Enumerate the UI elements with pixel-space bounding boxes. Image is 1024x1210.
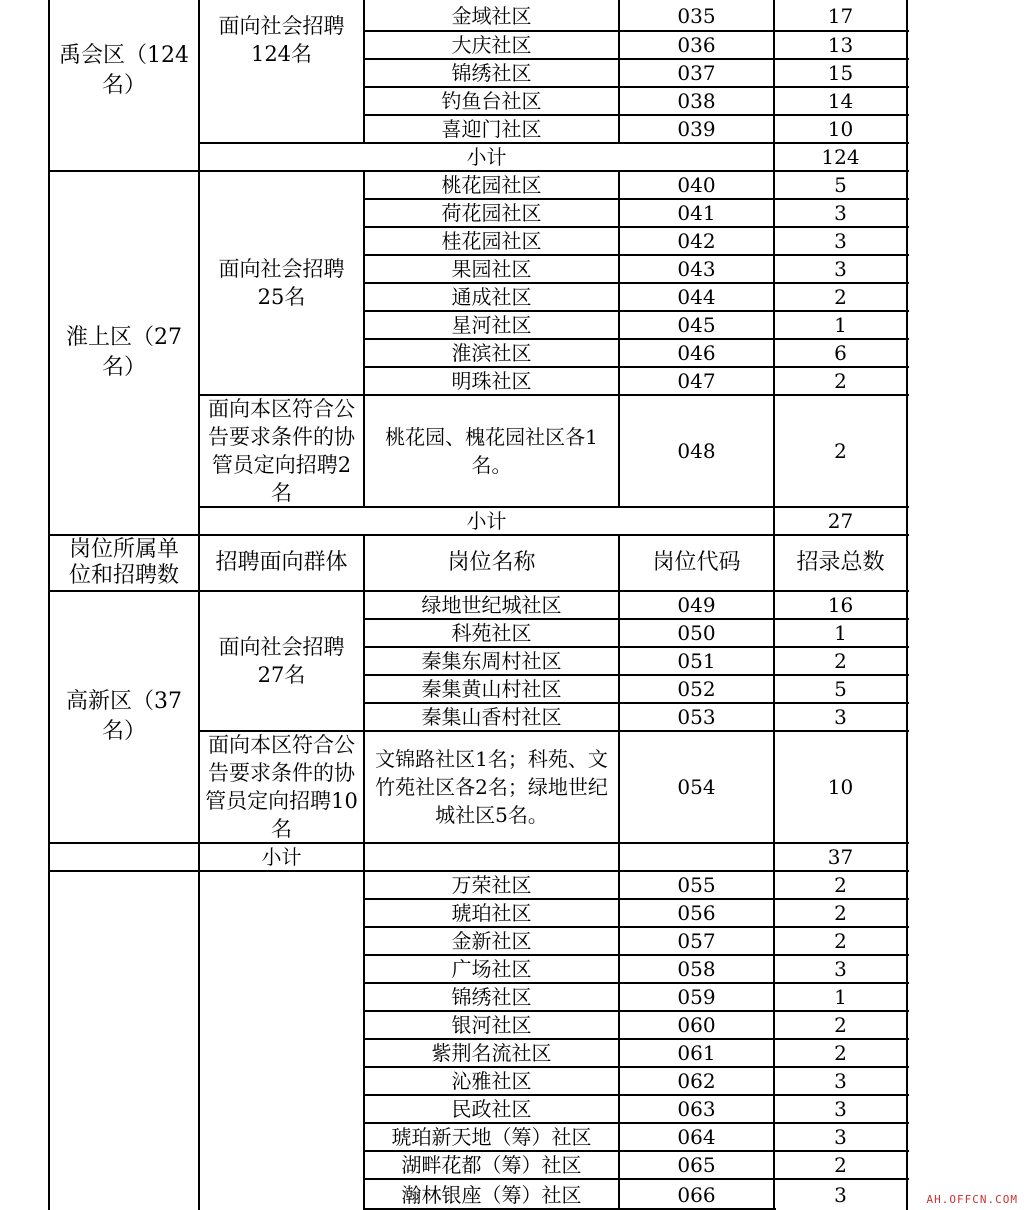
- grid-line: [773, 0, 775, 1210]
- grid-line: [48, 0, 50, 1210]
- subtotal-label: 小计: [261, 845, 302, 869]
- post-code-cell: [619, 843, 774, 871]
- grid-line: [364, 926, 909, 928]
- post-code-cell: 060: [677, 1013, 716, 1037]
- post-code-cell: 048: [677, 439, 716, 463]
- grid-line: [199, 142, 909, 144]
- grid-line: [364, 226, 909, 228]
- recruit-count-cell: 2: [834, 873, 847, 897]
- group-yuhui-social: 面向社会招聘124名: [218, 13, 345, 66]
- community-name-cell: 秦集山香村社区: [421, 705, 562, 729]
- group-huaishang-social: 面向社会招聘25名: [218, 257, 345, 309]
- grid-line: [49, 590, 909, 592]
- recruit-count-cell: 10: [827, 775, 854, 799]
- site-watermark: AH.OFFCN.COM: [926, 1193, 1018, 1206]
- group-gaoxin-social: 面向社会招聘27名: [218, 635, 345, 687]
- post-code-cell: 041: [677, 201, 716, 225]
- post-code-cell: 040: [677, 173, 716, 197]
- post-code-cell: 036: [677, 33, 716, 57]
- subtotal-label: 小计: [466, 509, 507, 533]
- community-name-cell: 荷花园社区: [441, 201, 542, 225]
- grid-line: [364, 674, 909, 676]
- grid-line: [364, 1094, 909, 1096]
- grid-line: [364, 114, 909, 116]
- recruit-count-cell: 17: [827, 3, 854, 28]
- grid-line: [363, 871, 365, 1210]
- community-name-cell: 桃花园社区: [441, 173, 542, 197]
- post-code-cell: 057: [677, 929, 716, 953]
- post-code-cell: 056: [677, 901, 716, 925]
- recruit-count-cell: 2: [834, 1153, 847, 1177]
- header-post-name: 岗位名称: [447, 550, 536, 575]
- grid-line: [364, 86, 909, 88]
- community-name-cell: 桂花园社区: [441, 229, 542, 253]
- header-post-code: 岗位代码: [652, 550, 741, 575]
- grid-line: [198, 0, 200, 1210]
- community-name-cell: 锦绣社区: [451, 985, 532, 1009]
- recruit-count-cell: 2: [834, 1013, 847, 1037]
- grid-line: [364, 898, 909, 900]
- post-code-cell: 038: [677, 89, 716, 113]
- community-name-cell: 明珠社区: [451, 369, 532, 393]
- community-name-cell: 科苑社区: [451, 621, 532, 645]
- grid-line: [364, 282, 909, 284]
- community-name-cell: 银河社区: [451, 1013, 532, 1037]
- recruit-count-cell: 3: [834, 201, 847, 225]
- grid-line: [363, 0, 365, 143]
- grid-line: [199, 730, 909, 732]
- header-group: 招聘面向群体: [215, 550, 348, 575]
- post-code-cell: 042: [677, 229, 716, 253]
- community-name-cell: 金域社区: [451, 3, 532, 28]
- unit-yuhui: 禹会区（124名）: [59, 42, 189, 98]
- grid-line: [364, 618, 909, 620]
- header-unit: 岗位所属单位和招聘数: [68, 537, 179, 588]
- community-name-cell: 钓鱼台社区: [441, 89, 542, 113]
- post-code-cell: 063: [677, 1097, 716, 1121]
- grid-line: [364, 338, 909, 340]
- recruit-count-cell: 2: [834, 439, 847, 463]
- recruit-count-cell: 16: [827, 593, 854, 617]
- grid-line: [49, 170, 909, 172]
- community-name-cell: 沁雅社区: [451, 1069, 532, 1093]
- post-code-cell: 039: [677, 117, 716, 141]
- community-name-cell: 湖畔花都（筹）社区: [401, 1153, 582, 1177]
- post-code-cell: 052: [677, 677, 716, 701]
- grid-line: [364, 310, 909, 312]
- recruit-count-cell: 3: [834, 1182, 847, 1207]
- post-code-cell: 051: [677, 649, 716, 673]
- group-huaishang-local: 面向本区符合公告要求条件的协管员定向招聘2名: [208, 397, 355, 505]
- recruit-count-cell: 3: [834, 705, 847, 729]
- community-name-cell: 民政社区: [451, 1097, 532, 1121]
- recruit-count-cell: 10: [827, 117, 854, 141]
- grid-line: [364, 1038, 909, 1040]
- community-name-cell: 喜迎门社区: [441, 117, 542, 141]
- community-name-cell: 琥珀社区: [451, 901, 532, 925]
- post-code-cell: 043: [677, 257, 716, 281]
- subtotal-count-cell: 27: [827, 509, 854, 533]
- community-name-cell: 文锦路社区1名；科苑、文竹苑社区各2名；绿地世纪城社区5名。: [375, 747, 608, 827]
- grid-line: [49, 534, 909, 536]
- recruit-count-cell: 1: [834, 985, 847, 1009]
- recruit-count-cell: 15: [827, 61, 854, 85]
- community-name-cell: 桃花园、槐花园社区各1名。: [385, 425, 598, 477]
- subtotal-count-cell: 37: [827, 845, 854, 869]
- community-name-cell: 星河社区: [451, 313, 532, 337]
- community-name-cell: 通成社区: [451, 285, 532, 309]
- post-code-cell: 053: [677, 705, 716, 729]
- community-name-cell: [364, 843, 619, 871]
- recruit-count-cell: 3: [834, 229, 847, 253]
- recruit-count-cell: 2: [834, 285, 847, 309]
- grid-line: [364, 646, 909, 648]
- grid-line: [618, 0, 620, 143]
- post-code-cell: 049: [677, 593, 716, 617]
- community-name-cell: 果园社区: [451, 257, 532, 281]
- community-name-cell: 琥珀新天地（筹）社区: [391, 1125, 592, 1149]
- recruit-count-cell: 13: [827, 33, 854, 57]
- grid-line: [363, 535, 365, 591]
- community-name-cell: 紫荆名流社区: [431, 1041, 552, 1065]
- community-name-cell: 大庆社区: [451, 33, 532, 57]
- community-name-cell: 绿地世纪城社区: [421, 593, 562, 617]
- header-total: 招录总数: [796, 550, 885, 575]
- grid-line: [364, 702, 909, 704]
- grid-line: [364, 1066, 909, 1068]
- grid-line: [364, 198, 909, 200]
- recruit-count-cell: 14: [827, 89, 854, 113]
- post-code-cell: 061: [677, 1041, 716, 1065]
- community-name-cell: 瀚林银座（筹）社区: [401, 1182, 582, 1207]
- post-code-cell: 066: [677, 1182, 716, 1207]
- community-name-cell: 秦集东周村社区: [421, 649, 562, 673]
- grid-line: [364, 1122, 909, 1124]
- grid-line: [199, 506, 909, 508]
- community-name-cell: 秦集黄山村社区: [421, 677, 562, 701]
- community-name-cell: 广场社区: [451, 957, 532, 981]
- post-code-cell: 062: [677, 1069, 716, 1093]
- post-code-cell: 044: [677, 285, 716, 309]
- post-code-cell: 037: [677, 61, 716, 85]
- recruit-count-cell: 5: [834, 677, 847, 701]
- recruit-count-cell: 3: [834, 957, 847, 981]
- recruit-count-cell: 3: [834, 1097, 847, 1121]
- unit-gaoxin: 高新区（37名）: [66, 689, 182, 744]
- subtotal-label: 小计: [466, 145, 507, 169]
- community-name-cell: 万荣社区: [451, 873, 532, 897]
- recruit-count-cell: 3: [834, 1125, 847, 1149]
- grid-line: [364, 58, 909, 60]
- recruit-count-cell: 2: [834, 929, 847, 953]
- group-gaoxin-local: 面向本区符合公告要求条件的协管员定向招聘10名: [205, 733, 358, 841]
- grid-line: [364, 1178, 909, 1180]
- post-code-cell: 058: [677, 957, 716, 981]
- post-code-cell: 059: [677, 985, 716, 1009]
- grid-line: [364, 1010, 909, 1012]
- recruit-count-cell: 2: [834, 649, 847, 673]
- community-name-cell: 锦绣社区: [451, 61, 532, 85]
- community-name-cell: 淮滨社区: [451, 341, 532, 365]
- recruit-count-cell: 2: [834, 369, 847, 393]
- grid-line: [364, 982, 909, 984]
- post-code-cell: 065: [677, 1153, 716, 1177]
- post-code-cell: 035: [677, 3, 716, 28]
- unit-huaishang: 淮上区（27名）: [66, 325, 182, 380]
- grid-line: [906, 0, 908, 1210]
- grid-line: [364, 954, 909, 956]
- recruit-count-cell: 1: [834, 621, 847, 645]
- post-code-cell: 050: [677, 621, 716, 645]
- recruit-count-cell: 6: [834, 341, 847, 365]
- grid-line: [49, 842, 909, 844]
- post-code-cell: 045: [677, 313, 716, 337]
- grid-line: [364, 254, 909, 256]
- post-code-cell: 047: [677, 369, 716, 393]
- grid-line: [618, 871, 620, 1210]
- post-code-cell: 064: [677, 1125, 716, 1149]
- recruit-count-cell: 2: [834, 1041, 847, 1065]
- recruit-count-cell: 5: [834, 173, 847, 197]
- grid-line: [199, 394, 909, 396]
- grid-line: [364, 30, 909, 32]
- recruit-count-cell: 3: [834, 1069, 847, 1093]
- subtotal-count-cell: 124: [821, 145, 860, 169]
- grid-line: [49, 870, 909, 872]
- grid-line: [363, 591, 365, 843]
- post-code-cell: 055: [677, 873, 716, 897]
- recruit-count-cell: 1: [834, 313, 847, 337]
- post-code-cell: 046: [677, 341, 716, 365]
- grid-line: [364, 1150, 909, 1152]
- post-code-cell: 054: [677, 775, 716, 799]
- grid-line: [363, 843, 365, 871]
- grid-line: [364, 366, 909, 368]
- recruit-count-cell: 2: [834, 901, 847, 925]
- community-name-cell: 金新社区: [451, 929, 532, 953]
- recruit-count-cell: 3: [834, 257, 847, 281]
